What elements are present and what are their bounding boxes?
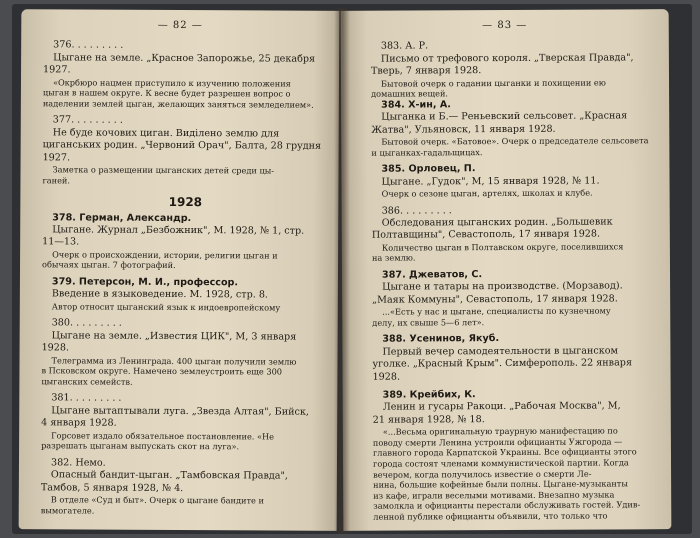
- page-number-right: — 83 —: [482, 19, 528, 32]
- entry-annotation-line: цыган в нашем округе. К весне будет разрешен вопрос о: [42, 87, 291, 99]
- entry-annotation-line: наделении землей цыган, желающих заняться земледелием».: [42, 98, 314, 110]
- entry-annotation-line: делу, их свыше 5—6 лет».: [372, 316, 485, 328]
- entry-text-line: 11—13.: [42, 236, 80, 248]
- entry-author-line: 388. Усенинов, Якуб.: [382, 333, 500, 346]
- entry-text-line: Цыгане на земле. „Известия ЦИК", М, 3 января: [51, 330, 297, 343]
- entry-annotation-line: на землю.: [371, 252, 416, 264]
- entry-annotation-line: и цыганках-гадальщицах.: [371, 146, 483, 158]
- entry-text-line: „Маяк Коммуны", Севастополь, 17 января 1928.: [372, 293, 618, 306]
- entry-text-line: Введение в языковедение. М. 1928, стр. 8.: [51, 288, 269, 301]
- entry-annotation-line: Бытовой очерк о гадании цыганки и похищении ею: [380, 77, 606, 89]
- entry-text-line: уголке. „Красный Крым". Симферополь. 22 января: [372, 357, 633, 370]
- entry-text-line: Цыгане. „Гудок", М, 15 января 1928, № 11.: [381, 175, 600, 188]
- entry-annotation-line: вымогателе.: [40, 504, 95, 516]
- entry-text-line: 376. . . . . . . . .: [53, 39, 124, 52]
- entry-author-line: 387. Джеватов, С.: [381, 269, 483, 281]
- entry-annotation-line: Бытовой очерк. «Батовое». Очерк о председателе сельсовета: [381, 135, 649, 147]
- entry-text-line: 4 января 1928.: [41, 417, 117, 429]
- entry-text-line: Тамбов, 5 января 1928, № 4.: [40, 481, 184, 494]
- entry-text-line: циганських родин. „Червоний Орач", Балта, 28 грудня: [42, 139, 322, 152]
- entry-author-line: 384. Х-ин, А.: [381, 99, 451, 111]
- entry-text-line: 382. Немо.: [50, 457, 106, 469]
- entry-text-line: Цыгане вытаптывали луга. „Звезда Алтая", Бийск,: [51, 405, 309, 418]
- book-gutter: [334, 8, 350, 534]
- entry-text-line: Первый вечер самодеятельности в цыганском: [382, 345, 618, 358]
- entry-annotation-line: «Окрбюро нацмен приступило к изучению положения: [52, 76, 291, 89]
- entry-annotation-line: замолкла и официанты перестали обслуживать гостей. Удив-: [373, 499, 641, 512]
- entry-annotation-line: ленной публике официанты объявили, что только что: [373, 510, 608, 522]
- entry-text-line: 377. . . . . . . . .: [52, 114, 123, 127]
- entry-text-line: Полтавщины", Севастополь, 17 января 1928.: [371, 228, 601, 242]
- right-page-body: [341, 40, 672, 523]
- entry-text-line: 1928.: [41, 342, 70, 354]
- entry-text-line: Цыгане и татары на производстве. (Морзавод).: [382, 280, 623, 294]
- entry-text-line: Опасный бандит-цыган. „Тамбовская Правда",: [50, 469, 288, 482]
- entry-annotation-line: в Псковском округе. Намечено землеустроить еще 300: [41, 365, 283, 377]
- entry-text-line: Тверь, 7 января 1928.: [370, 65, 482, 77]
- entry-annotation-line: обычаях цыган. 7 фотографий.: [41, 259, 176, 271]
- entry-text-line: Цыганка и Б.— Реньевский сельсовет. „Красная: [381, 110, 628, 123]
- entry-text-line: 386. . . . . . . . .: [381, 204, 452, 217]
- entry-annotation-line: Автор относит цыганский язык к индоевропейскому: [51, 301, 281, 313]
- entry-text-line: 1928.: [372, 371, 401, 383]
- entry-author-line: 379. Петерсон, М. И., профессор.: [51, 276, 239, 289]
- right-page: [341, 9, 672, 531]
- entry-annotation-line: ганей.: [42, 174, 71, 186]
- entry-annotation-line: поводу смерти Ленина устроили официанты Ужгорода —: [372, 436, 623, 448]
- entry-annotation-line: домашних вещей.: [371, 88, 449, 99]
- entry-annotation-line: «...Весьма оригинальную траурную манифестацию по: [382, 425, 618, 437]
- entry-annotation-line: Количество цыган в Полтавском округе, поселившихся: [381, 241, 624, 253]
- entry-text-line: Ленин и гусары Ракоци. „Рабочая Москва", М,: [382, 400, 621, 414]
- entry-author-line: 389. Крейбих, К.: [382, 389, 476, 401]
- entry-text-line: Письмо от трефового короля. „Тверская Правда",: [380, 52, 634, 65]
- left-page: [19, 9, 340, 531]
- entry-annotation-line: города состоят членами коммунистической партии. Когда: [372, 457, 629, 469]
- entry-text-line: 1927.: [42, 151, 71, 164]
- entry-annotation-line: Телеграмма из Ленинграда. 400 цыган получили землю: [51, 354, 297, 367]
- entry-text-line: 21 января 1928, № 18.: [372, 413, 485, 426]
- entry-text-line: 383. А. Р.: [380, 40, 429, 53]
- entry-text-line: 381. . . . . . . . .: [51, 392, 122, 405]
- entry-annotation-line: цыганских семейств.: [41, 376, 133, 387]
- entry-text-line: Обследования цыганских родин. „Большевик: [381, 216, 613, 229]
- entry-text-line: Цыгане. Журнал „Безбожник", М. 1928, № 1, стр.: [52, 224, 305, 237]
- entry-annotation-line: разрешать цыганам выпускать скот на луга».: [41, 440, 240, 452]
- entry-annotation-line: Горсовет издало обязательное постановление. «Не: [51, 429, 275, 442]
- entry-annotation-line: из кафе, играли веселыми мотивами. Внезапно музыка: [373, 489, 615, 501]
- entry-annotation-line: Очерк о сезоне цыган, артелях, школах и клубе.: [381, 187, 593, 199]
- entry-text-line: 1927.: [43, 64, 71, 76]
- entry-annotation-line: В отделе «Суд и быт». Очерк о цыгане бандите и: [50, 494, 264, 506]
- entry-annotation-line: Заметка о размещении цыганских детей среди цы-: [52, 164, 275, 176]
- entry-author-line: 378. Герман, Александр.: [52, 211, 192, 224]
- entry-text-line: Жатва", Ульяновск, 11 января 1928.: [371, 123, 556, 136]
- entry-annotation-line: вечером, когда получилось известие о смерти Ле-: [373, 468, 592, 480]
- entry-annotation-line: Очерк о происхождении, истории, религии цыган и: [52, 249, 278, 261]
- entry-annotation-line: главного города Карпатской Украины. Все официанты этого: [372, 446, 637, 459]
- left-page-body: [19, 40, 339, 518]
- entry-annotation-line: ...«Есть у нас и цыгане, специалисты по кузнечному: [382, 305, 611, 317]
- entry-text-line: Цыгане на земле. „Красное Запорожье, 25 декабря: [53, 52, 316, 65]
- entry-text-line: Не буде кочових циган. Видiлено землю для: [52, 127, 280, 140]
- year-heading: 1928: [168, 195, 203, 210]
- page-number-left: — 82 —: [157, 19, 203, 32]
- entry-text-line: 380. . . . . . . . .: [51, 317, 122, 330]
- entry-author-line: 385. Орловец, П.: [381, 163, 476, 175]
- entry-annotation-line: нина, большие кофейные были полны. Цыгане-музыканты: [373, 478, 628, 490]
